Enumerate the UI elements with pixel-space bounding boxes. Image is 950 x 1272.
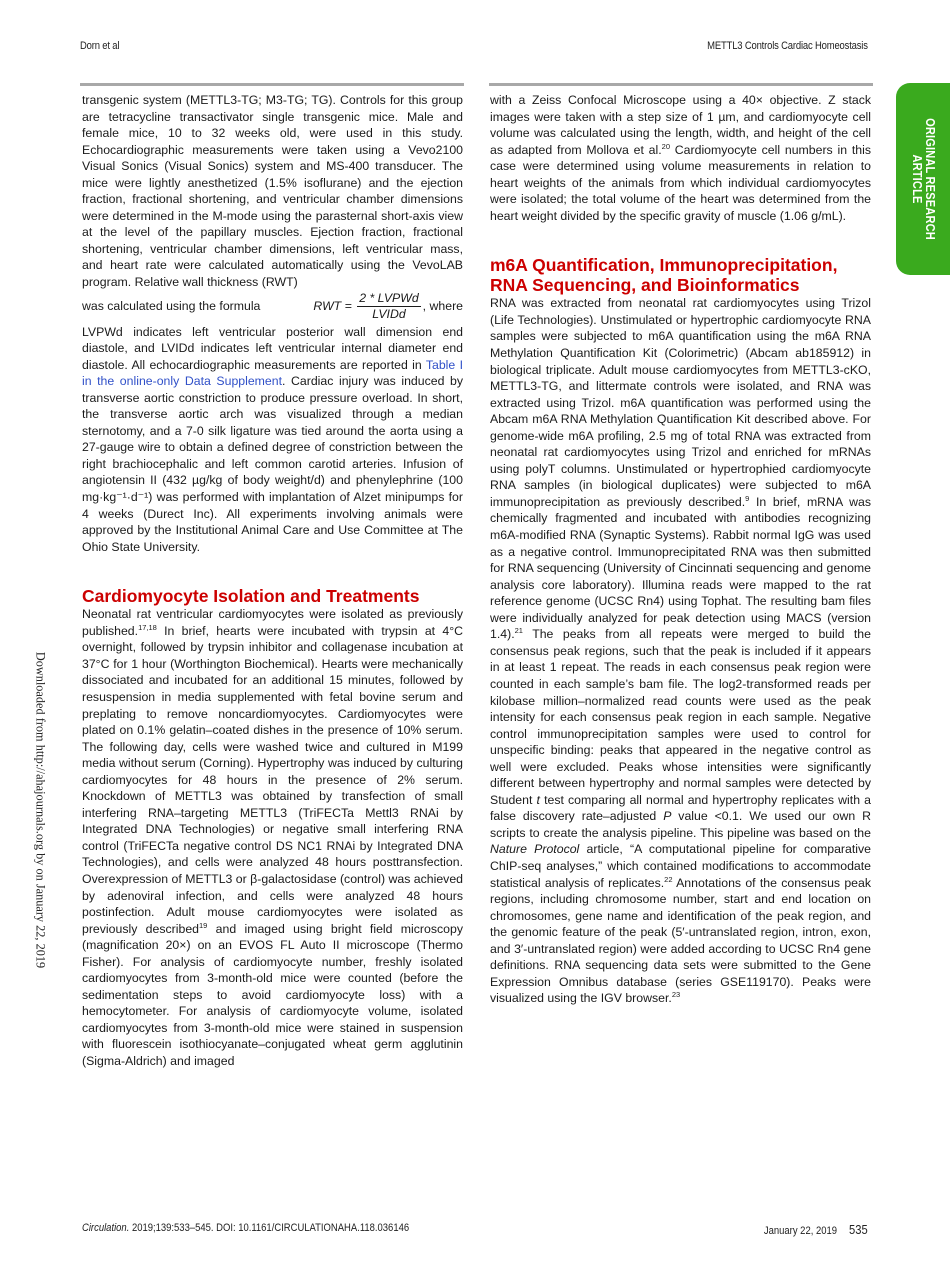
- running-head-title: METTL3 Controls Cardiac Homeostasis: [707, 40, 868, 52]
- citation-ref[interactable]: 9: [745, 493, 750, 503]
- header-rule-left: [80, 83, 464, 86]
- header-rule-right: [489, 83, 873, 86]
- article-type-tab: [896, 83, 950, 275]
- footer-date-page: [764, 1222, 868, 1237]
- left-column: [82, 92, 463, 1070]
- publication-date: January 22, 2019: [764, 1225, 838, 1237]
- data-supplement-link[interactable]: Table I in the online-only Data Supplement: [82, 357, 463, 389]
- section-heading-cardiomyocyte-isolation: Cardiomyocyte Isolation and Treatments: [82, 586, 420, 607]
- footer-citation: [82, 1222, 409, 1234]
- download-stamp: [20, 640, 60, 980]
- rwt-formula: RWT = $\frac{\text{2 * LVPWd}}{\text{LVIDd}}$ , where: [313, 291, 463, 322]
- citation-ref[interactable]: 17,18: [138, 622, 157, 632]
- paragraph: Neonatal rat ventricular cardiomyocytes were isolated as previously published.$^{17,18}$ In brief, hearts were incubated with trypsin at 4°C overnight, followed by trypsin inhibitor and collagenase incubation at 37°C for 1 hour (Worthington Biochemical). Hearts were mechanically dissociated and incubated for an additional 15 minutes, followed by resuspension in media supplemented with fetal bovine serum and preplating to remove noncardiomyocytes. Cardiomyocytes were plated on 0.1% gelatin–coated dishes in the presence of 10% serum. The following day, cells were washed twice and cultured in M199 media without serum (Corning). Hypertrophy was induced by culturing cardiomyocytes for 48 hours in the presence of 2% serum. Knockdown of METTL3 was obtained by transfection of small interfering RNA–targeting METTL3 (TriFECTa Mettl3 RNAi by Integrated DNA Technologies) or negative small interfering RNA control (TriFECTa negative control DS NC1 RNAi by Integrated DNA Technologies), and cells were analyzed 48 hours posttransfection. Overexpression of METTL3 or β-galactosidase (control) was achieved by adenoviral infection, and cells were analyzed 48 hours postinfection. Adult mouse cardiomyocytes were isolated as previously described$^{19}$ and imaged using bright field microscopy (magnification 20×) on an EVOS FL Auto II microscope (Thermo Fisher). For analysis of cardiomyocyte number, freshly isolated cardiomyocytes from 3-month-old mice were counted (before the sedimentation steps to avoid cardiomyocyte loss) with a hemocytometer. For analysis of cardiomyocyte volume, isolated cardiomyocytes from 3-month-old mice were stained in suspension with fluorescein isothiocyanate–conjugated wheat germ agglutinin (Sigma-Aldrich) and imaged: [82, 607, 463, 1068]
- right-column: [490, 92, 871, 1007]
- paragraph: LVPWd indicates left ventricular posterior wall dimension end diastole, and LVIDd indicates left ventricular internal diameter end diastole. All echocardiographic measurements are reported in Table I in the online-only Data Supplement. Cardiac injury was induced by transverse aortic constriction to produce pressure overload. In short, the transverse aortic arch was visualized through a median sternotomy, and a 7-0 silk ligature was tied around the aorta using a 27-gauge wire to obtain a defined degree of constriction between the right brachiocephalic and left common carotid arteries. Infusion of angiotensin II (432 µg/kg of body weight/d) and phenylephrine (100 mg·kg⁻¹·d⁻¹) was performed with implantation of Alzet minipumps for 4 weeks (Durect Inc). All experiments involving animals were approved by the Institutional Animal Care and Use Committee at The Ohio State University.: [82, 324, 463, 554]
- citation-ref[interactable]: 19: [199, 920, 208, 930]
- section-heading-m6a-quantification: m6A Quantification, Immunoprecipitation, RNA Sequencing, and Bioinformatics: [490, 255, 838, 296]
- download-stamp-text: Downloaded from http://ahajournals.org by on January 22, 2019: [33, 651, 48, 969]
- paragraph: RNA was extracted from neonatal rat cardiomyocytes using Trizol (Life Technologies). Unstimulated or hypertrophic cardiomyocyte RNA samples were subjected to m6A quantification using the m6A RNA Methylation Quantification Kit (Colorimetric) (Abcam ab185912) in biological triplicate. Adult mouse cardiomyocytes from METTL3-cKO, METTL3-TG, and littermate controls were isolated, and RNA was extracted using Trizol. m6A quantification was performed using the Abcam m6A RNA Methylation Quantification Kit described above. For genome-wide m6A profiling, 2.5 mg of total RNA was extracted from neonatal rat cardiomyocytes using Trizol and enriched for mRNAs using polyT columns. Unstimulated or hypertrophied cardiomyocyte RNA samples (in biological duplicates) were subjected to m6A immunoprecipitation as previously described.$^9$ In brief, mRNA was chemically fragmented and incubated with antibodies recognizing m6A-modified RNA (Synaptic Systems). Rabbit normal IgG was used as a negative control. Immunoprecipitated RNA was then submitted for RNA sequencing (University of Cincinnati sequencing and genome analysis core laboratory). Illumina reads were mapped to the rat reference genome (UCSC Rn4) using Tophat. The resulting bam files were individually analyzed for peak detection using MACS (version 1.4).$^{21}$ The peaks from all repeats were merged to build the consensus peak regions, such that the peak is included if it appears in at least 1 repeat. The reads in each consensus peak region were counted in each sample’s bam file. The log2-transformed reads per kilobase million–normalized read counts were used as the peak intensity for each consensus peak region in each sample. Negative control immunoprecipitation samples were used to control for unspecific binding: peaks that appeared in the negative control as well were excluded. Peaks whose intensities were significantly different between hypertrophy and normal samples were detected by Student t test comparing all normal and hypertrophy replicates with a false discovery rate–adjusted P value <0.1. We used our own R scripts to create the analysis pipeline. This pipeline was based on the Nature Protocol article, “A computational pipeline for comparative ChIP-seq analyses,” which contained modifications to accommodate statistical analysis of replicates.$^{22}$ Annotations of the consensus peak regions, including chromosome number, start and end location on chromosomes, gene name and identification of the peak region, and the genomic feature of the peak (5′-untranslated region, intron, exon, and 3′-untranslated region) were added according to UCSC Rn4 gene definitions. RNA sequencing data sets were submitted to the Gene Expression Omnibus database (series GSE119170). Peaks were visualized using the IGV browser.$^{23}$: [490, 296, 872, 1006]
- journal-name: Circulation.: [82, 1222, 130, 1234]
- citation-ref[interactable]: 23: [671, 990, 681, 1000]
- rwt-formula-line: was calculated using the formula RWT = $\frac{\text{2 * LVPWd}}{\text{LVIDd}}$ , where: [82, 291, 463, 322]
- paragraph: with a Zeiss Confocal Microscope using a 40× objective. Z stack images were taken with a step size of 1 µm, and cardiomyocyte cell volume was calculated using the length, width, and height of the cell as adapted from Mollova et al.$^{20}$ Cardiomyocyte cell numbers in this case were determined using volume measurements in relation to heart weights of the animals from which individual cardiomyocytes were isolated; the total volume of the heart was determined from the heart weight divided by the specific gravity of muscle (1.06 g/mL).: [490, 93, 872, 223]
- running-head-authors: Dorn et al: [80, 40, 120, 52]
- citation-ref[interactable]: 22: [664, 874, 673, 884]
- doi-citation: 2019;139:533–545. DOI: 10.1161/CIRCULATIONAHA.118.036146: [129, 1222, 410, 1234]
- formula-fraction: $\frac{\text{2 * LVPWd}}{\text{LVIDd}}$: [359, 291, 419, 322]
- paragraph: transgenic system (METTL3-TG; M3-TG; TG). Controls for this group are tetracycline transactivator single transgenic mice. Male and female mice, 10 to 32 weeks old, were used in this study. Echocardiographic measurements were taken using a Vevo2100 Visual Sonics (Visual Sonics) system and MS-400 transducer. The mice were lightly anesthetized (1.5% isoflurane) and the ejection fraction, fractional shortening, and ventricular chamber dimensions were determined in the M-mode using the parasternal short-axis view at the level of the papillary muscles. Ejection fraction, fractional shortening, ventricular chamber dimensions, left ventricular mass, and heart rate were calculated automatically using the VevoLAB program. Relative wall thickness (RWT): [82, 93, 463, 290]
- citation-ref[interactable]: 21: [514, 626, 523, 636]
- citation-ref[interactable]: 20: [661, 141, 670, 151]
- article-type-label: ORIGINAL RESEARCH ARTICLE: [910, 118, 938, 240]
- page-number: 535: [849, 1222, 868, 1237]
